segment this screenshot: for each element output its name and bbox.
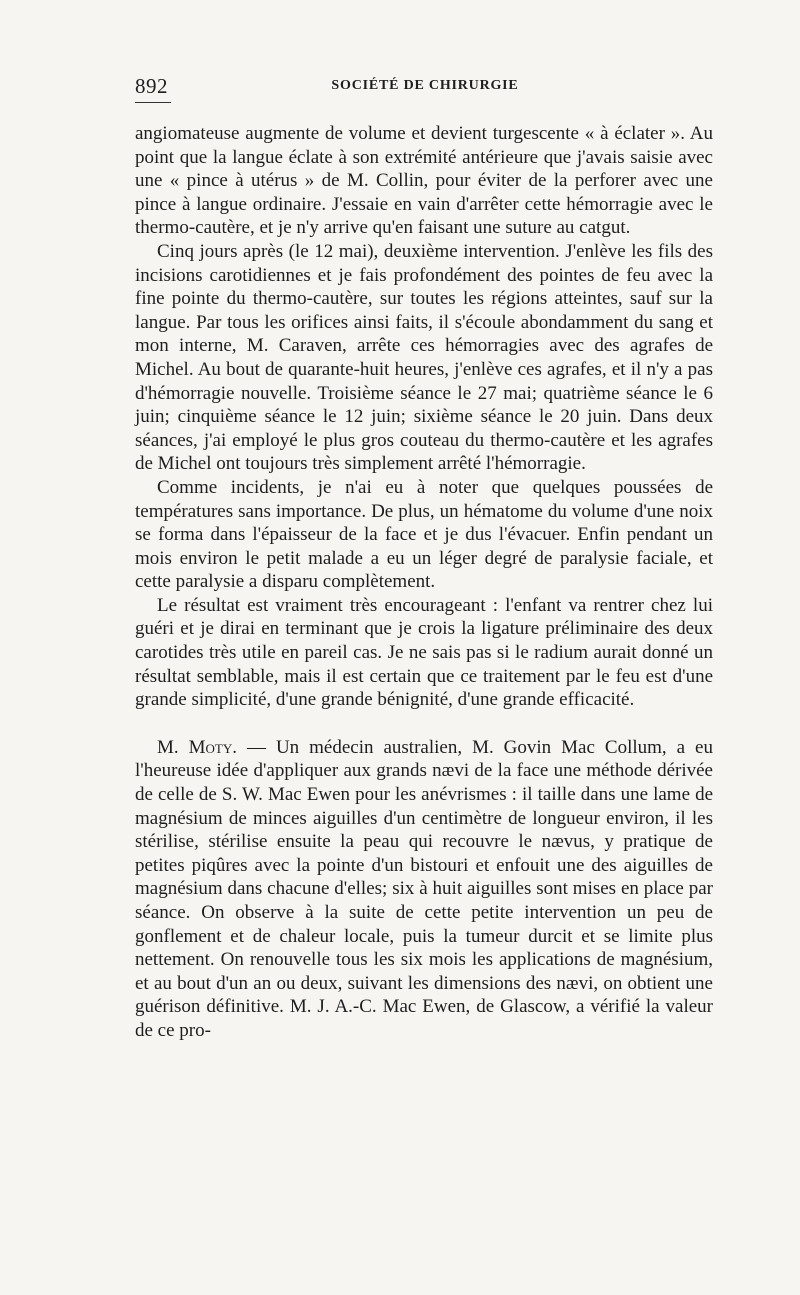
paragraph-3: Comme incidents, je n'ai eu à noter que quelques poussées de températures sans importance. De plus, un hématome du volume d'une noix se forma dans l'épaisseur de la face et je dus l'évacuer. Enfin pendant un mois environ le petit malade a eu un léger degré de paralysie faciale, et cette paralysie a disparu complètement.: [135, 476, 713, 593]
speaker-name: M. Moty.: [157, 736, 237, 758]
paragraph-moty-text: — Un médecin australien, M. Govin Mac Collum, a eu l'heureuse idée d'appliquer aux grands nævi de la face une méthode dérivée de celle de S. W. Mac Ewen pour les anévrismes : il taille dans une lame de magnésium de minces aiguilles d'un centimètre de longueur environ, il les stérilise, stérilise ensuite la peau qui recouvre le nævus, y pratique de petites piqûres avec la pointe d'un bistouri et enfouit une des aiguilles de magnésium dans chacune d'elles; six à huit aiguilles sont mises en place par séance. On observe à la suite de cette petite intervention un peu de gonflement et de chaleur locale, puis la tumeur durcit et se limite plus nettement. On renouvelle tous les six mois les applications de magnésium, et au bout d'un an ou deux, suivant les dimensions des nævi, on obtient une guérison définitive. M. J. A.-C. Mac Ewen, de Glascow, a vérifié la valeur de ce pro-: [135, 736, 713, 1041]
header-rule: [135, 102, 171, 103]
paragraph-moty: [135, 736, 713, 1043]
paragraph-2: Cinq jours après (le 12 mai), deuxième intervention. J'enlève les fils des incisions carotidiennes et je fais profondément des pointes de feu avec la fine pointe du thermo-cautère, sur toutes les régions atteintes, sauf sur la langue. Par tous les orifices ainsi faits, il s'écoule abondamment du sang et mon interne, M. Caraven, arrête ces hémorragies avec des agrafes de Michel. Au bout de quarante-huit heures, j'enlève ces agrafes, et il n'y a pas d'hémorragie nouvelle. Troisième séance le 27 mai; quatrième séance le 6 juin; cinquième séance le 12 juin; sixième séance le 20 juin. Dans deux séances, j'ai employé le plus gros couteau du thermo-cautère et les agrafes de Michel ont toujours très simplement arrêté l'hémorragie.: [135, 240, 713, 475]
paragraph-1: angiomateuse augmente de volume et devient turgescente « à éclater ». Au point que la langue éclate à son extrémité antérieure que j'avais saisie avec une « pince à utérus » de M. Collin, pour éviter de la perforer avec une pince à langue ordinaire. J'essaie en vain d'arrêter cette hémorragie avec le thermo-cautère, et je n'y arrive qu'en faisant une suture au catgut.: [135, 123, 713, 239]
page-header: [135, 64, 715, 104]
page-number: 892: [135, 74, 168, 98]
running-title: SOCIÉTÉ DE CHIRURGIE: [331, 78, 519, 93]
body-text: [135, 122, 713, 1043]
paragraph-4: Le résultat est vraiment très encourageant : l'enfant va rentrer chez lui guéri et je dirai en terminant que je crois la ligature préliminaire des deux carotides très utile en pareil cas. Je ne sais pas si le radium aurait donné un résultat semblable, mais il est certain que ce traitement par le feu est d'une grande simplicité, d'une grande bénignité, d'une grande efficacité.: [135, 594, 713, 711]
section-gap: [135, 712, 713, 736]
